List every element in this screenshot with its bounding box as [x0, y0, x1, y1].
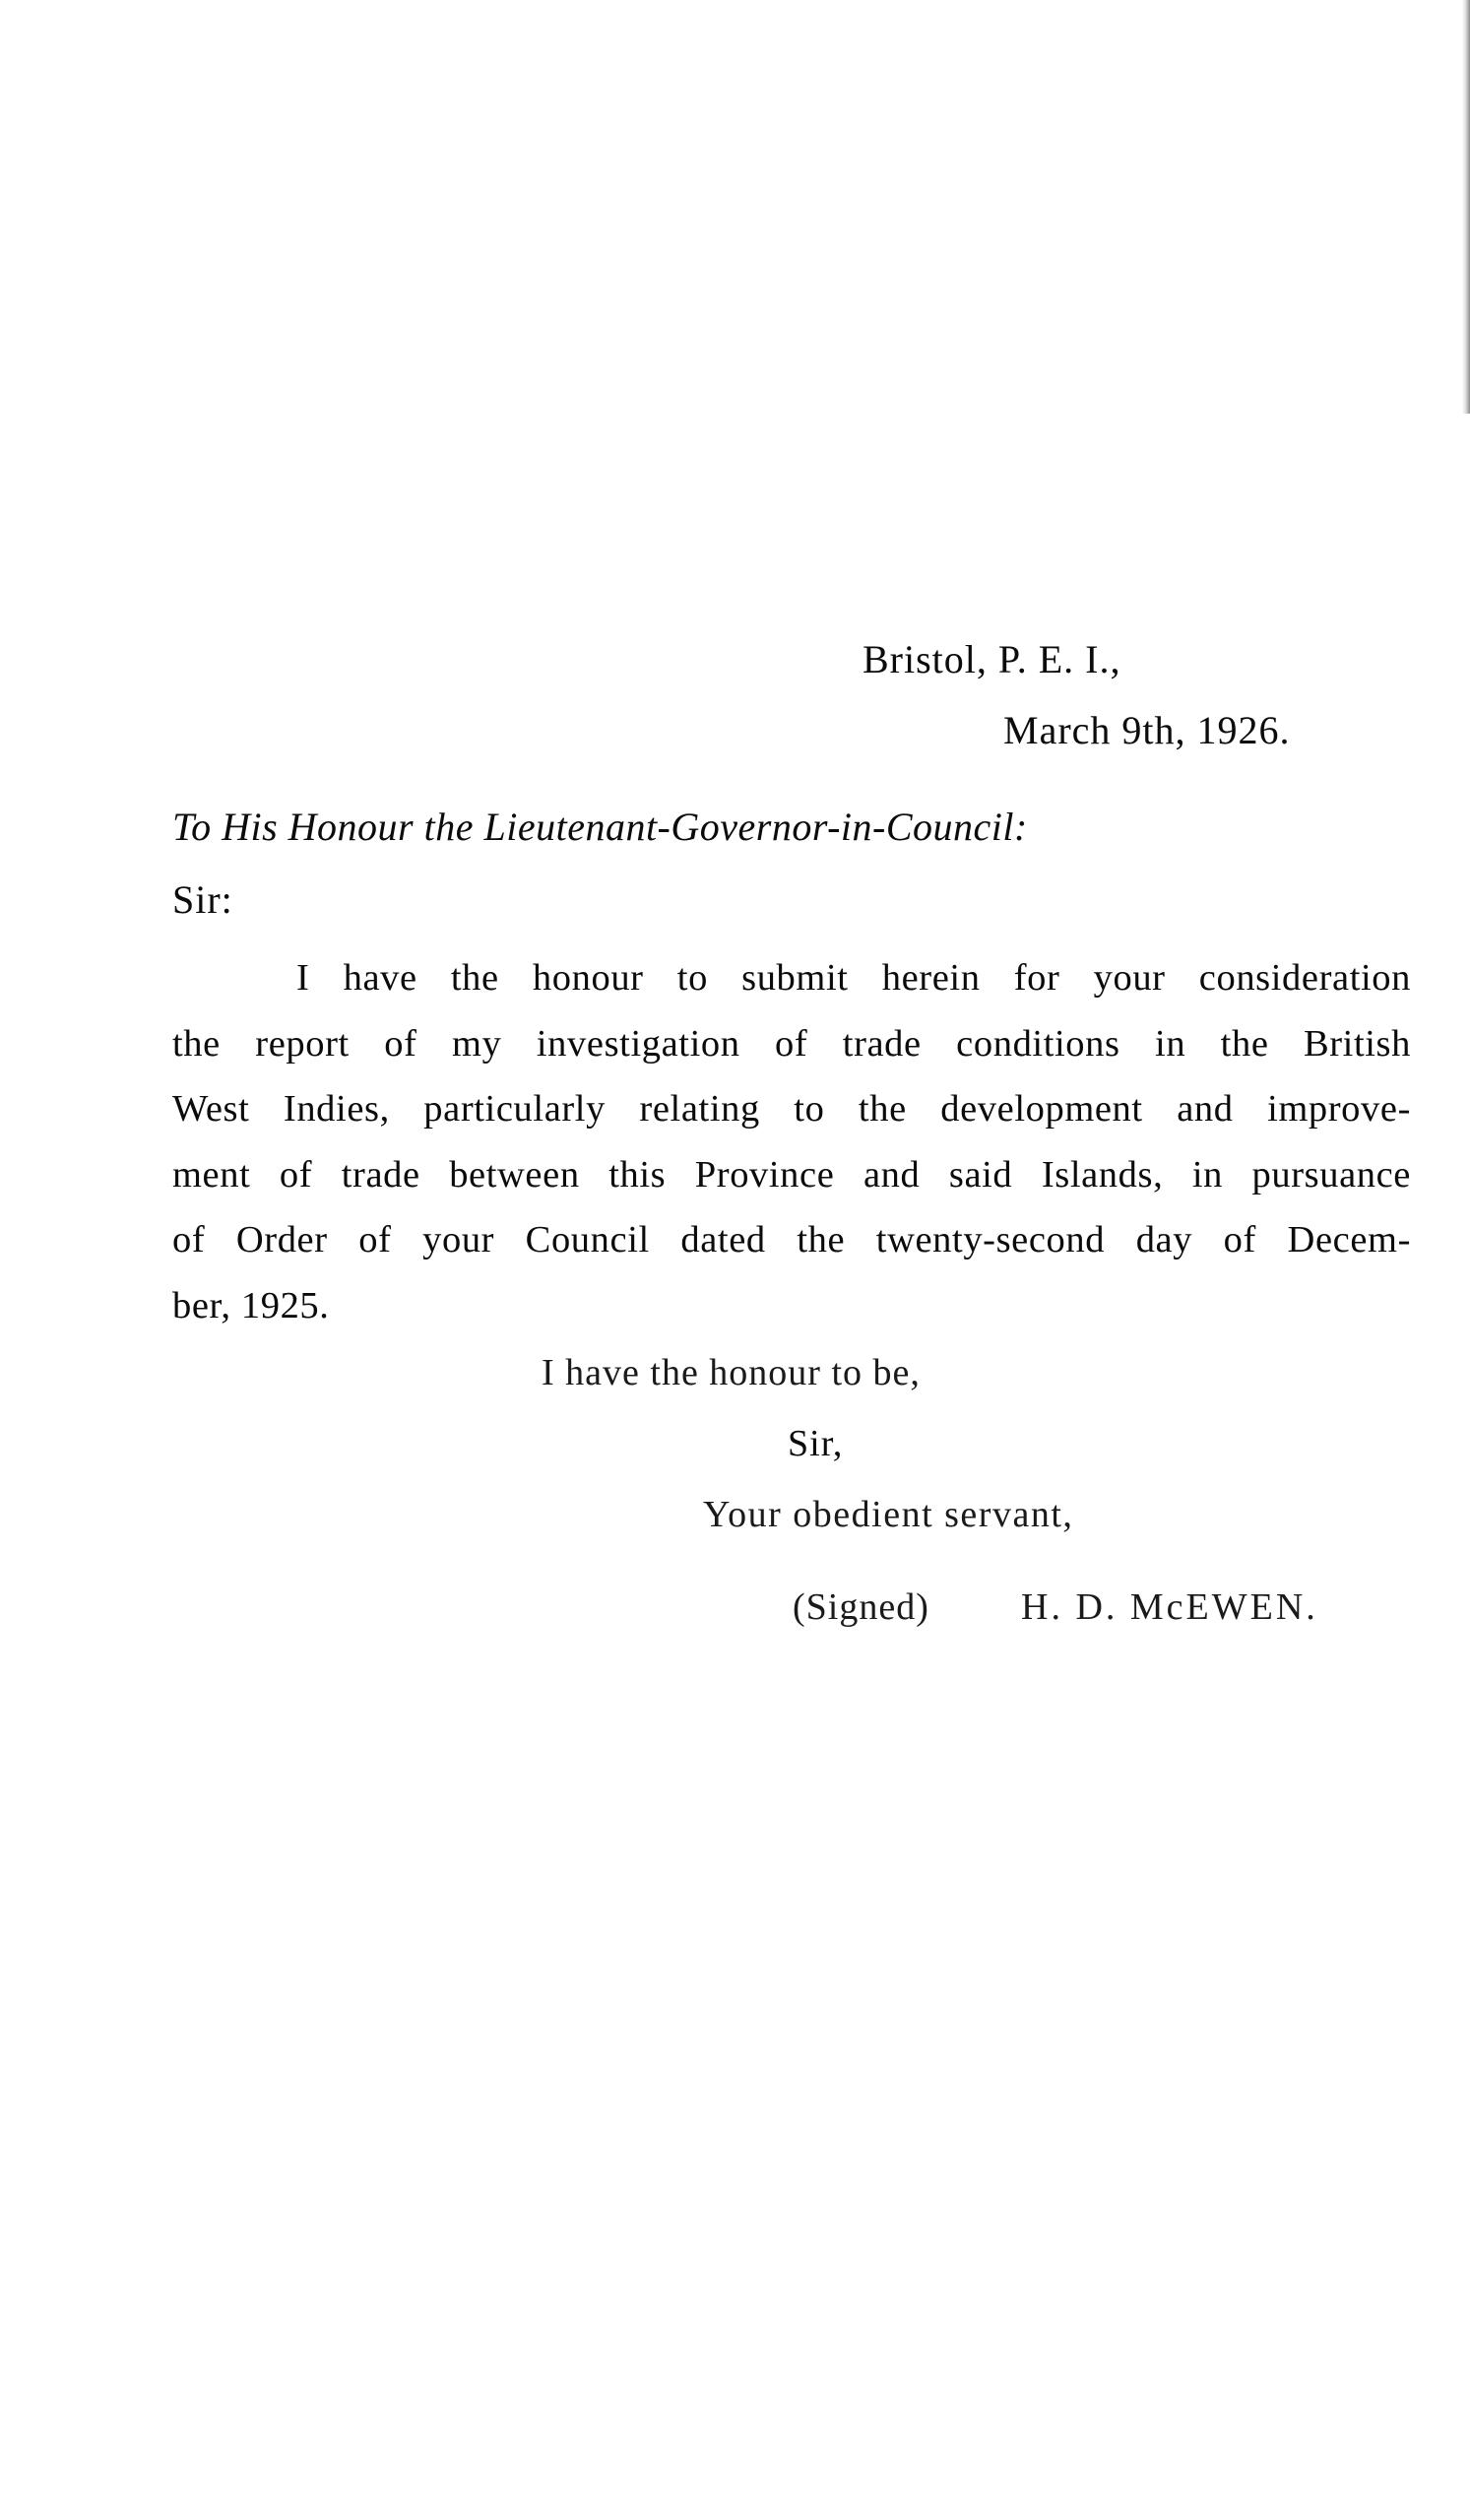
body-line: the report of my investigation of trade conditions in the British — [172, 1022, 1411, 1065]
signatory-name: H. D. McEWEN. — [1021, 1586, 1318, 1628]
body-line: of Order of your Council dated the twenty-second day of Decem- — [172, 1219, 1411, 1260]
signed-label: (Signed) — [793, 1586, 929, 1628]
closing-servant: Your obedient servant, — [703, 1494, 1074, 1535]
body-line: West Indies, particularly relating to the development and improve- — [172, 1088, 1411, 1130]
body-line: ber, 1925. — [172, 1284, 330, 1326]
letter-addressee: To His Honour the Lieutenant-Governor-in-Council: — [172, 805, 1028, 849]
body-line: ment of trade between this Province and said Islands, in pursuance — [172, 1153, 1411, 1195]
letter-body — [172, 945, 1411, 1338]
letter-place: Bristol, P. E. I., — [863, 637, 1121, 681]
closing-line: I have the honour to be, — [542, 1352, 921, 1393]
body-line: I have the honour to submit herein for your consideration — [296, 957, 1411, 999]
letter-date: March 9th, 1926. — [1003, 708, 1291, 752]
page-edge-shadow — [1462, 0, 1470, 414]
letter-salutation: Sir: — [172, 877, 233, 922]
closing-sir: Sir, — [788, 1423, 844, 1464]
